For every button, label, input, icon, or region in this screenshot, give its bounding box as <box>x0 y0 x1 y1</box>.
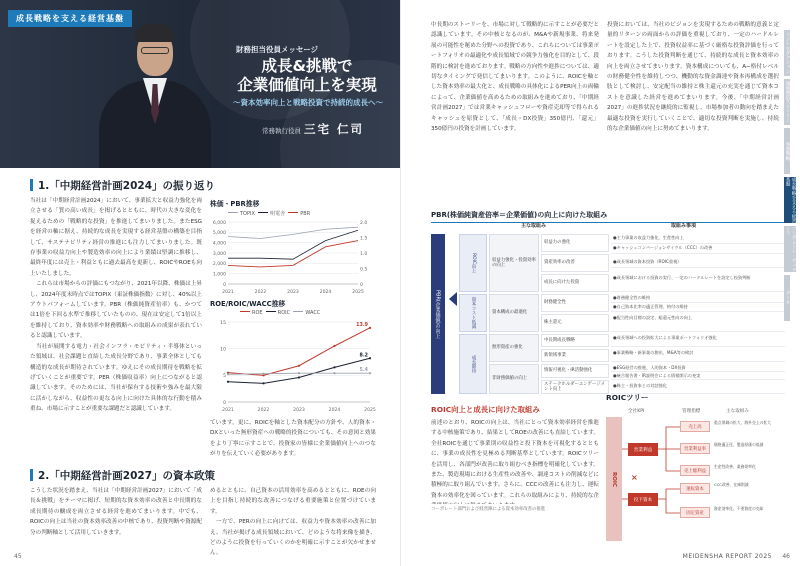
pbr-detail: ●事業戦略・新事業の創出、M&A等の検討 <box>611 349 785 362</box>
pbr-heading: PBR(株価純資産倍率＝企業価値)の向上に向けた取組み <box>431 210 785 223</box>
roic-root: ROIC <box>606 417 622 541</box>
y-tick-label: 5 <box>223 374 226 380</box>
pbr-category: 無形資産の強化 <box>489 334 539 362</box>
pbr-item: 資産効率の改善 <box>541 254 609 272</box>
x-tick-label: 2024 <box>319 290 332 295</box>
roic-tree-heading: ROICツリー <box>606 393 649 402</box>
paragraph: 当社は「中期経営計画2024」において、事業拡大と収益力強化を両立させる「質の高い成長」を掲げるとともに、時代の大きな変化を捉えるための「戦略的な投資」を推進してまいりました。またESGを経営の軸に据え、持続的な成長を実現する経営基盤の構築を目指して、サステナビリティ経営の推進にも注力してまいりました。既存事業の収益力向上や製造効率の向上により業績は堅調に推移し、最終年度には売上・利益ともに過去最高を更新し、ROICやROEも向上いたしました。 <box>30 198 202 277</box>
y2-tick-label: 1.0 <box>360 251 368 257</box>
data-point <box>333 345 335 347</box>
pbr-item: 中長期成長戦略 <box>541 334 609 347</box>
data-point <box>298 376 300 378</box>
x-tick-label: 2021 <box>222 408 234 413</box>
pbr-item: 株主還元 <box>541 314 609 332</box>
pbr-detail: ●株主・投資家との対話強化 <box>611 382 785 394</box>
y2-tick-label: 1.5 <box>360 236 368 242</box>
pbr-detail: ●統合報告書・IR説明会による情報開示の充実 <box>611 372 785 380</box>
hero-title-line1: 成長&挑戦で <box>261 57 353 75</box>
chart2-plot <box>206 316 376 414</box>
multiply-icon: × <box>631 473 638 482</box>
pbr-table <box>431 222 785 396</box>
hero-banner <box>0 0 400 168</box>
tab-management-foundation[interactable]: 成長戦略を支える経営基盤 <box>785 177 796 223</box>
x-tick-label: 2024 <box>328 408 341 413</box>
pbr-category: 非財務価値の向上 <box>489 364 539 394</box>
data-point <box>369 327 371 329</box>
pbr-item: ステークホルダーエンゲージメント向上 <box>541 380 609 394</box>
y2-tick-label: 2.0 <box>360 220 368 226</box>
legend-roic: ROIC <box>277 310 291 316</box>
x-tick-label: 2021 <box>222 290 234 295</box>
roic-leaf: 営業利益率 <box>680 443 710 454</box>
section1-body <box>30 196 202 415</box>
roic-note: 価格適正化、製造原価の低減 <box>714 442 764 447</box>
hero-tagline: 〜資本効率向上と戦略投資で持続的成長へ〜 <box>233 98 383 107</box>
page-number-right: 46 <box>782 553 790 560</box>
section2-body-col1: こうした状況を踏まえ、当社は「中期経営計画2027」において「成長＆挑戦」をテーマに掲げ、短期的な資本効率の改善と中長期的な成長期待の醸成を両立させる経営を進めてまいります。中でも、ROICの向上は当社の資本効率改善の中核であり、投資判断や資源配分の判断軸として活用していきます。 <box>30 488 202 536</box>
tab-business-strategy[interactable]: 事業戦略 <box>784 128 790 174</box>
data-label: 5.4 <box>359 368 368 374</box>
pbr-col-main: 主な取組み <box>521 223 547 229</box>
roic-tree-diagram <box>606 403 788 541</box>
x-tick-label: 2023 <box>287 290 299 295</box>
roic-col1: 全社KPI <box>628 409 645 414</box>
hero-role: 常務執行役員 <box>262 127 301 135</box>
pbr-vertical-label: PBR(企業価値)の向上 <box>431 234 445 394</box>
x-tick-label: 2025 <box>352 290 364 295</box>
pbr-item: 収益力の強化 <box>541 234 609 252</box>
legend-topix: TOPIX <box>240 211 255 217</box>
roic-leaf: 売上高 <box>680 421 710 432</box>
pbr-item: 情報可視化・IR活動強化 <box>541 364 609 378</box>
paragraph: 当社が展開する電力・社会インフラ・モビリティ・半導体といった領域は、社会課題と直結した成長分野であり、事業全体としても構造的な成長が期待されています。ゆえにその成長期待を戦略を拡げていくことが重要です。PER（株価収益率）向上につながると認識しています。そのためには、当社が保有する技術や強みを最大限に活かしながら、収益性の更なる向上に向けた具体的な行動を積み重ね、市場に示すことが重要な課題だと認識しています。 <box>30 343 202 413</box>
hero-name: 三宅 仁司 <box>304 122 365 136</box>
section-tag: 成長戦略を支える経営基盤 <box>8 10 132 27</box>
roic-pl-box: 営業利益 <box>628 443 658 456</box>
pbr-group: 成長期待 <box>459 334 487 394</box>
roic-section-heading: ROIC向上と成長に向けた取組み <box>431 405 540 414</box>
data-label: 8.2 <box>359 353 368 359</box>
tab-value-story[interactable]: 価値創造ストーリー <box>784 79 790 125</box>
data-point <box>227 381 229 383</box>
x-tick-label: 2023 <box>293 408 305 413</box>
roic-leaf: 売上総利益 <box>680 465 710 476</box>
roic-col3: 主な取組み <box>726 409 749 414</box>
pbr-detail: ●自己資本比率の適正管理、格付の維持 <box>611 303 785 312</box>
tab-data[interactable]: データ <box>784 275 790 321</box>
chart1-plot <box>206 216 376 296</box>
page-number-left: 45 <box>14 553 22 560</box>
y-tick-label: 15 <box>220 320 226 326</box>
paragraph: これらは市場からの評価にもつながり、2021年以降、株価は上昇し、2024年度末時点ではTOPIX（東証株価指数）に対し、40%以上アウトパフォームしています。PBR（株価純資産倍率）も、かつては1倍を下回る水準で推移していたものの、現在は安定して1倍以上を維持しており、資本効率や財務戦略への取組みの成果が表れていると認識しています。 <box>30 281 203 340</box>
series-line-0 <box>228 328 370 375</box>
y-tick-label: 6,000 <box>212 220 226 226</box>
y-tick-label: 3,000 <box>212 251 226 257</box>
right-col1-text: 中長期のストーリーを、市場に対して戦略的に示すことが必要だと認識しています。その中核となるのが、M&Aや新規事業、将来発展の可能性を秘めた分野への投資であり、これらについては事業ポートフォリオの最適化や成長領域での競争力強化を目的として、段階的に検討を進めております。戦略の方向性や進捗については、適切なタイミングで発信してまいります。このように、ROICを軸とした資本効率の最大化と、成長戦略の具体化によるPER向上の両輪によって、企業価値を高めるための取組みを進めており、「中期経営計画2027」では営業キャッシュフローや資産売却等で得られるキャッシュを原資として、「成長・DX投資」350億円、「還元」350億円の投資を計画しています。 <box>431 22 599 133</box>
section2-heading: 2.「中期経営計画2027」の資本政策 <box>30 468 215 483</box>
roic-note: CCC改善、在庫削減 <box>714 482 749 487</box>
data-point <box>333 366 335 368</box>
y-tick-label: 0 <box>223 282 226 288</box>
pbr-detail: ●成長領域の資本投資（ROIC重視） <box>611 258 785 268</box>
pbr-col-detail: 取組み事項 <box>671 223 697 229</box>
tab-introduction[interactable]: イントロダクション <box>784 30 790 76</box>
roic-leaf: 運転資本 <box>680 483 710 494</box>
paragraph: めるとともに、自己資本の活用効率を高めるとともに、ROEの向上を目指し持続的な改善につなげる重要施策と位置づけています。 <box>210 488 376 515</box>
section1-heading: 1.「中期経営計画2024」の振り返り <box>30 178 215 193</box>
chart2-title: ROE/ROIC/WACC推移 <box>210 300 286 308</box>
roic-caption: コーポレート部門および経営陣による資本効率改善の推進 <box>431 507 546 512</box>
pbr-item: 成長に向けた投資 <box>541 274 609 292</box>
executive-portrait <box>95 14 215 168</box>
pbr-detail: ●キャッシュコンバージョンサイクル（CCC）の改善 <box>611 244 785 254</box>
arrow-left-icon <box>449 292 457 306</box>
pbr-detail: ●ESG経営の推進、人的資本・DX投資 <box>611 364 785 372</box>
pbr-item: 財務健全性 <box>541 294 609 312</box>
x-tick-label: 2022 <box>254 290 267 295</box>
series-line-2 <box>228 241 358 267</box>
y-tick-label: 4,000 <box>212 241 226 247</box>
roic-note: 重点領域の拡大、海外売上の拡大 <box>714 420 771 425</box>
data-point <box>369 357 371 359</box>
y2-tick-label: 0 <box>360 282 363 288</box>
legend-company: 明電舎 <box>270 211 286 217</box>
tab-governance[interactable]: コーポレート・ガバナンス <box>785 226 796 272</box>
data-label: 13.9 <box>356 322 368 328</box>
report-name: MEIDENSHA REPORT 2025 <box>682 553 772 560</box>
pbr-detail: ●財務健全性の維持 <box>611 294 785 303</box>
data-point <box>298 372 300 374</box>
legend-roe: ROE <box>252 310 263 316</box>
pbr-detail: ●成長領域における投資の実行、一定のハードルレートを設定し投資判断 <box>611 274 785 292</box>
y-tick-label: 2,000 <box>212 262 226 268</box>
pbr-item: 新領域事業 <box>541 349 609 362</box>
hero-title <box>222 57 392 95</box>
data-point <box>262 382 264 384</box>
y-tick-label: 10 <box>220 347 226 353</box>
legend-wacc: WACC <box>305 310 321 316</box>
pbr-category: 資本構成の最適化 <box>489 294 539 332</box>
pbr-detail: ●成長領域への投資拡大による事業ポートフォリオ強化 <box>611 334 785 347</box>
x-tick-label: 2022 <box>257 408 270 413</box>
right-page <box>400 0 800 566</box>
roic-note: 生産性改善、業務効率化 <box>714 464 756 469</box>
roic-bs-box: 投下資本 <box>628 493 658 506</box>
legend-pbr: PBR <box>300 211 311 217</box>
hero-subtitle: 財務担当役員メッセージ <box>236 45 319 54</box>
pbr-category: 収益力強化・投資効率の向上 <box>489 234 539 292</box>
roic-section-body: 前述のとおり、ROICの向上は、当社にとって資本効率経営を推進する中核施策であり、結果としてROEの改善にも直結しています。全社ROICを通じて事業別の収益性と投下資本を可視化するとともに、事業の成長性を見極める判断基準としています。ROICツリーを活用し、各部門が改善に取り組むべき指標を明確化しています。また、製造現場における生産性の改善や、調達コストの削減などに積極的に取り組んでいます。さらに、CCCの改善にも注力し、運転資本の効率化を図っています。これらの取組みにより、持続的な企 <box>431 420 599 499</box>
data-point <box>298 365 300 367</box>
data-point <box>262 373 264 375</box>
data-point <box>333 372 335 374</box>
data-point <box>227 373 229 375</box>
y2-tick-label: 0.5 <box>360 267 368 273</box>
chart1-title: 株価・PBR推移 <box>210 200 260 208</box>
y-tick-label: 5,000 <box>212 231 226 237</box>
roic-note: 資産効率化、不要資産の売却 <box>714 506 764 511</box>
pbr-detail: ●配当性向目標の設定、総還元性向の向上 <box>611 314 785 332</box>
section2-body-col2 <box>210 486 376 559</box>
hero-title-line2: 企業価値向上を実現 <box>237 76 377 94</box>
mid-text: ています。更に、ROICを軸とした資本配分の方針や、人的資本・DXといった無形資産への戦略的投資についても、その意図と効果をより丁寧に示すことで、投資家の皆様に企業価値向上へのつながりを伝えていく必要があります。 <box>210 420 376 458</box>
x-tick-label: 2025 <box>364 408 376 413</box>
roic-leaf: 固定資産 <box>680 507 710 518</box>
y-tick-label: 0 <box>223 400 226 406</box>
pbr-detail: ●主力事業の収益力強化、生産性向上 <box>611 234 785 244</box>
series-line-1 <box>228 358 370 383</box>
pbr-group: 資本コスト低減 <box>459 294 487 332</box>
section-tabs <box>784 30 800 324</box>
pbr-group: ROIC向上 <box>459 234 487 292</box>
roic-col2: 管理指標 <box>682 409 701 414</box>
data-point <box>369 372 371 374</box>
y-tick-label: 1,000 <box>212 272 226 278</box>
paragraph: 一方で、PERの向上に向けては、収益力や資本効率の改善に加え、当社が掲げる成長領域において、どのような将来像を描き、どのように投資を行っていくのかを明確に示すことが欠かせません。 <box>210 519 376 557</box>
right-col2-text: 投資においては、当社のビジョンを実現するための戦略的意義と定量的リターンの両面からの評価を重視しており、一定のハードルレートを設定した上で、投資収益率に基づく厳格な投資評価を行っております。こうした投資判断を通じて、持続的な成長と資本効率の向上を両立させてまいります。資本構成についても、A−格付レベルの財務健全性を維持しつつ、機動的な資金調達や資本再構成を選択肢として検討し、安定配当の維持と株主還元の充実を通じて資本コストを意識した経営を進めてまいります。今後、「中期経営計画2027」の進捗状況を継続的に監視し、市場参加者の動向を踏まえた最適な投資を実行していくことで、適切な投資判断を実施し、持続的な企業価値の向上に努めてまいります。 <box>607 22 779 133</box>
